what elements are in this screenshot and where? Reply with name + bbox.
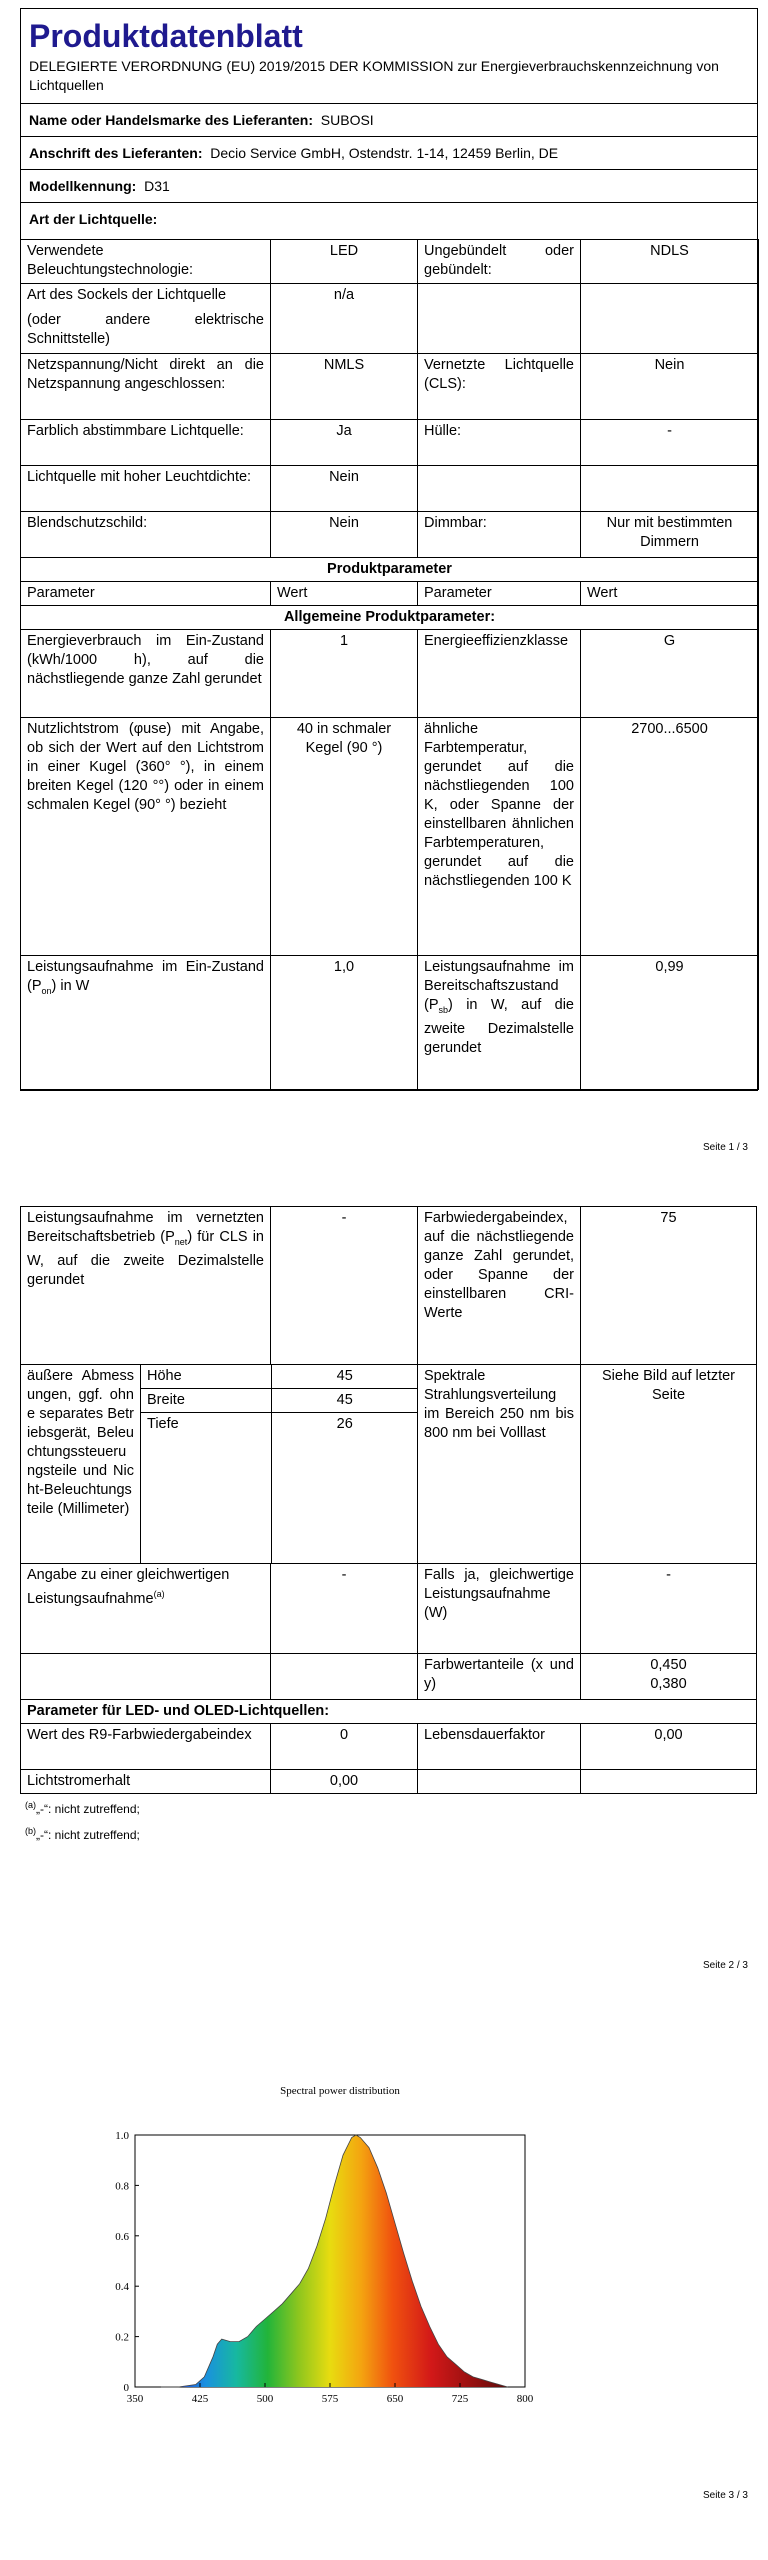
netz-label: Netzspannung/Nicht direkt an die Netzspannung angeschlossen: [21,354,271,420]
footnote-b [20,1820,756,1846]
blend-label: Blendschutzschild: [21,512,271,558]
chroma-label: Farbwertanteile (x und y) [418,1653,581,1699]
equiv-label [21,1563,271,1653]
model-label: Modellkennung: [29,178,137,194]
note-a-sup: (a) [25,1799,36,1810]
r9-value: 0 [271,1723,418,1769]
life-label: Lebensdauerfaktor [418,1723,581,1769]
pnet-value: - [271,1207,418,1365]
cct-value: 2700...6500 [581,718,759,956]
dimensions-cell [141,1365,418,1564]
general-header: Allgemeine Produktparameter: [21,606,759,630]
pnet-label-a: Leistungsaufnahme im vernetzten Bereitschaftsbetrieb (P [27,1210,264,1245]
address-label: Anschrift des Lieferanten: [29,145,203,161]
note-b-sup: (b) [25,1825,36,1836]
pon-value: 1,0 [271,956,418,1090]
chart-title: Spectral power distribution [280,2085,400,2097]
pon-label-b: ) in W [51,978,90,994]
energy-value: 1 [271,630,418,718]
address-row [21,136,757,169]
farb-value: Ja [271,420,418,466]
eclass-value: G [581,630,759,718]
col-param-2: Parameter [418,582,581,606]
r9-label: Wert des R9-Farbwiedergabeindex [21,1723,271,1769]
address-value: Decio Service GmbH, Ostendstr. 1-14, 12459 Berlin, DE [210,145,559,161]
psb-value: 0,99 [581,956,759,1090]
x-tick-label: 425 [191,2393,209,2405]
page-1 [20,8,758,1091]
empty-cell [581,466,759,512]
page-2-footer: Seite 2 / 3 [702,1960,748,1971]
leucht-value: Nein [271,466,418,512]
empty-cell [418,284,581,354]
y-tick-label: 0 [123,2382,129,2394]
chroma-y: 0,380 [650,1675,687,1692]
tiefe-label: Tiefe [141,1413,271,1563]
cri-label: Farbwiedergabeindex, auf die nächstliegende ganze Zahl gerundet, oder Spanne der einstellbaren CRI-Werte [418,1207,581,1365]
farb-label: Farblich abstimmbare Lichtquelle: [21,420,271,466]
cls-value: Nein [581,354,759,420]
empty-cell [418,466,581,512]
x-tick-label: 500 [256,2393,274,2405]
equiv-value: - [271,1563,418,1653]
breite-value: 45 [271,1389,418,1413]
leucht-label: Lichtquelle mit hoher Leuchtdichte: [21,466,271,512]
psb-label-b: ) in W, auf die zweite Dezimalstelle gerundet [424,997,574,1056]
y-tick-label: 0.2 [115,2331,129,2344]
psb-sub: sb [438,1004,449,1015]
flux-value: 40 in schmaler Kegel (90 °) [271,718,418,956]
regulation-subtitle: DELEGIERTE VERORDNUNG (EU) 2019/2015 DER KOMMISSION zur Energieverbrauchskennzeichnung von Lichtquellen [29,58,719,93]
equiv-sup: (a) [153,1588,165,1599]
dimm-value: Nur mit bestimmten Dimmern [581,512,759,558]
empty-cell [581,284,759,354]
supplier-row [21,103,757,136]
page2-table [20,1206,757,1794]
sockel-label-b: (oder andere elektrische Schnittstelle) [27,312,264,347]
psb-label-a: Leistungsaufnahme im Bereitschaftszustand (P [424,959,574,1013]
empty-cell [21,1653,271,1699]
tiefe-value: 26 [336,1416,353,1432]
eclass-label: Energieeffizienzklasse [418,630,581,718]
sockel-label-a: Art des Sockels der Lichtquelle [27,287,227,303]
sockel-value: n/a [271,284,418,354]
ungebuendelt-value: NDLS [581,240,759,284]
col-wert-1: Wert [271,582,418,606]
note-a-text: „-“: nicht zutreffend; [36,1801,140,1816]
pnet-label-b: ) für CLS in W, auf die zweite Dezimalstelle gerundet [27,1229,264,1288]
x-tick-label: 800 [516,2393,534,2405]
y-tick-label: 0.4 [115,2281,129,2294]
energy-label: Energieverbrauch im Ein-Zustand (kWh/1000 h), auf die nächstliegende ganze Zahl gerundet [21,630,271,718]
dimensions-table [141,1365,418,1563]
tech-value: LED [271,240,418,284]
dimm-label: Dimmbar: [418,512,581,558]
huelle-label: Hülle: [418,420,581,466]
pnet-sub: net [174,1236,188,1247]
x-tick-label: 350 [126,2393,144,2405]
dim-label: äußere Abmessungen, ggf. ohne separates Betriebsgerät, Beleuchtungssteuerungsteile und Nicht-Beleuchtungsteile (Millimeter) [21,1365,141,1564]
maint-label: Lichtstromerhalt [21,1769,271,1793]
blend-value: Nein [271,512,418,558]
ungebuendelt-label: Ungebündelt oder gebündelt: [418,240,581,284]
footnote-a [20,1794,756,1820]
col-wert-2: Wert [581,582,759,606]
empty-cell [271,1653,418,1699]
page-2 [20,1206,756,1846]
col-param-1: Parameter [21,582,271,606]
pon-label [21,956,271,1090]
psb-label [418,956,581,1090]
spectral-value: Siehe Bild auf letzter Seite [581,1365,757,1564]
pnet-label [21,1207,271,1365]
breite-label: Breite [141,1389,271,1413]
note-b-text: „-“: nicht zutreffend; [36,1827,140,1842]
empty-cell [581,1769,757,1793]
page-1-footer: Seite 1 / 3 [702,1142,748,1153]
y-tick-label: 1.0 [115,2130,129,2142]
spectral-label: Spektrale Strahlungsverteilung im Bereich 250 nm bis 800 nm bei Volllast [418,1365,581,1564]
x-tick-label: 575 [321,2393,339,2405]
pon-sub: on [41,985,52,996]
netz-value: NMLS [271,354,418,420]
flux-label: Nutzlichtstrom (φuse) mit Angabe, ob sich der Wert auf den Lichtstrom in einer Kugel (360° °), in einem breiten Kegel (120 °°) oder in einem schmalen Kegel (90° °) bezieht [21,718,271,956]
supplier-label: Name oder Handelsmarke des Lieferanten: [29,112,313,128]
falls-value: - [581,1563,757,1653]
cct-label: ähnliche Farbtemperatur, gerundet auf die nächstliegenden 100 K, oder Spanne der einstellbaren ähnlichen Farbtemperaturen, gerundet auf die nächstliegenden 100 K [418,718,581,956]
equiv-label-a: Angabe zu einer gleichwertigen Leistungsaufnahme [27,1566,230,1607]
model-row [21,169,757,202]
huelle-value: - [581,420,759,466]
page-title: Produktdatenblatt [29,18,303,54]
chroma-values [581,1653,757,1699]
falls-label: Falls ja, gleichwertige Leistungsaufnahme (W) [418,1563,581,1653]
hoehe-label: Höhe [141,1365,271,1389]
y-tick-label: 0.8 [115,2180,129,2193]
x-tick-label: 650 [386,2393,404,2405]
pon-label-a: Leistungsaufnahme im Ein-Zustand (P [27,959,264,994]
model-value: D31 [144,178,170,194]
y-tick-label: 0.6 [115,2230,129,2243]
spectral-power-chart [100,2080,560,2420]
sockel-cell [21,284,271,354]
tech-label: Verwendete Beleuchtungstechnologie: [21,240,271,284]
empty-cell [418,1769,581,1793]
cls-label: Vernetzte Lichtquelle (CLS): [418,354,581,420]
maint-value: 0,00 [271,1769,418,1793]
life-value: 0,00 [581,1723,757,1769]
page-3-footer: Seite 3 / 3 [702,2490,748,2501]
chroma-x: 0,450 [650,1656,687,1673]
led-header: Parameter für LED- und OLED-Lichtquellen: [21,1699,757,1723]
light-type-label: Art der Lichtquelle: [29,211,158,227]
hoehe-value: 45 [271,1365,418,1389]
light-source-table [20,239,759,1090]
supplier-value: SUBOSI [320,112,374,128]
light-type-row [21,202,757,239]
params-header: Produktparameter [21,558,759,582]
cri-value: 75 [581,1207,757,1365]
x-tick-label: 725 [451,2393,469,2405]
